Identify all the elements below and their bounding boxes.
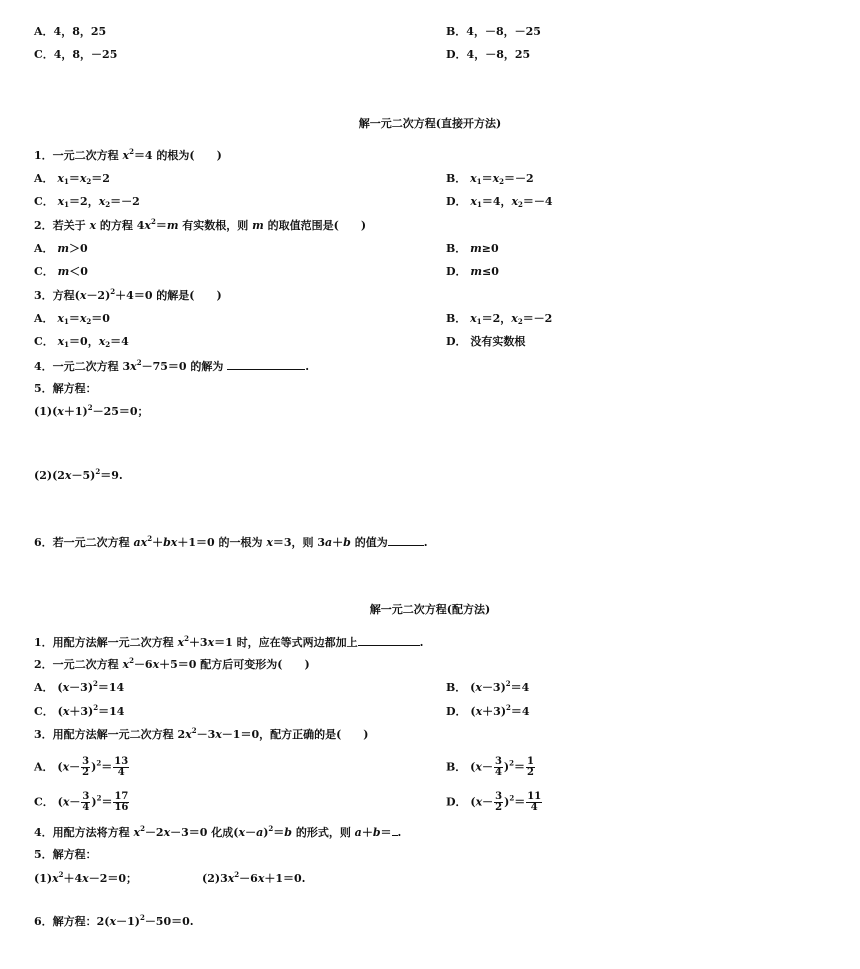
option-b: B． (x－ $\frac{3}{4}$ )$^2$＝ $\frac{1}{2}$ — [446, 756, 534, 778]
fraction: $\frac{3}{4}$ — [494, 756, 502, 778]
question-6: 6．若一元二次方程 $ax^2+bx+1=0$ 的一根为 x＝3，则 3a＋b 的值为 . — [34, 534, 428, 549]
option-d: D． $(x+3)^2=4$ — [446, 703, 530, 718]
fraction: $\frac{1}{2}$ — [527, 756, 534, 778]
question-5-part-1: $(1)(x+1)^2-25=0$； — [34, 403, 149, 418]
option-d: D． $x_1=4$，$x_2=-4$ — [446, 195, 553, 209]
option-b: B． $(x-3)^2=4$ — [446, 679, 530, 694]
option-b: B． m≥0 — [446, 242, 499, 255]
answer-blank[interactable] — [227, 359, 305, 370]
question-5-part-2: $(2)3x^2-6x+1=0$. — [202, 870, 306, 885]
question-3: 3．用配方法解一元二次方程 $2x^2-3x-1=0$，配方正确的是( ) — [34, 726, 369, 741]
option-b: B． $x_1=x_2=-2$ — [446, 172, 534, 186]
fraction: $\frac{3}{4}$ — [82, 791, 90, 813]
fraction: $\frac{17}{16}$ — [114, 791, 129, 813]
question-3: 3．方程$(x-2)^2+4=0$ 的解是( ) — [34, 287, 222, 302]
option-b: B． $x_1=2$，$x_2=-2$ — [446, 312, 553, 326]
option-d: D． (x－ $\frac{3}{2}$ )$^2$＝ $\frac{11}{4}$ — [446, 791, 542, 813]
option-a: A． $x_1=x_2=2$ — [34, 172, 110, 186]
question-2: 2．若关于 x 的方程 $4x^2=m$ 有实数根，则 m 的取值范围是( ) — [34, 217, 367, 232]
option-b: B．4，－8，－25 — [446, 25, 541, 38]
option-a: A．4，8，25 — [34, 25, 107, 38]
question-1: 1．用配方法解一元二次方程 $x^2+3x=1$ 时，应在等式两边都加上 . — [34, 634, 424, 649]
fraction: $\frac{3}{2}$ — [495, 791, 503, 813]
fraction: $\frac{3}{2}$ — [82, 756, 90, 778]
answer-blank[interactable] — [388, 535, 424, 546]
question-5: 5．解方程： — [34, 848, 97, 861]
option-a: A． (x－ $\frac{3}{2}$ )$^2$＝ $\frac{13}{4}$ — [34, 756, 129, 778]
option-c: C．4，8，－25 — [34, 48, 118, 61]
question-4: 4．用配方法将方程 $x^2-2x-3=0$ 化成$(x-a)^2=b$ 的形式，则 a＋b＝ . — [34, 824, 402, 839]
fraction: $\frac{11}{4}$ — [527, 791, 542, 813]
option-c: C． (x－ $\frac{3}{4}$ )$^2$＝ $\frac{17}{16}$ — [34, 791, 129, 813]
option-d: D． m≤0 — [446, 265, 499, 278]
option-c: C． $(x+3)^2=14$ — [34, 703, 125, 718]
question-4: 4．一元二次方程 $3x^2-75=0$ 的解为 . — [34, 358, 310, 373]
fraction: $\frac{13}{4}$ — [114, 756, 129, 778]
section-title-direct-root: 解一元二次方程(直接开方法) — [358, 117, 502, 130]
option-c: C． m＜0 — [34, 265, 88, 278]
answer-blank[interactable] — [358, 635, 420, 646]
question-6: 6．解方程：$2(x-1)^2-50=0$. — [34, 913, 194, 928]
option-d: D． 没有实数根 — [446, 335, 526, 348]
option-c: C． $x_1=2$，$x_2=-2$ — [34, 195, 140, 209]
option-d: D．4，－8，25 — [446, 48, 531, 61]
section-title-completing-square: 解一元二次方程(配方法) — [369, 603, 491, 616]
question-5-part-2: $(2)(2x-5)^2=9$. — [34, 467, 123, 482]
option-a: A． m＞0 — [34, 242, 88, 255]
question-2: 2．一元二次方程 $x^2-6x+5=0$ 配方后可变形为( ) — [34, 656, 310, 671]
option-a: A． $(x-3)^2=14$ — [34, 679, 125, 694]
question-5-part-1: $(1)x^2+4x-2=0$； — [34, 870, 138, 885]
question-1: 1．一元二次方程 $x^2=4$ 的根为( ) — [34, 147, 222, 162]
option-c: C． $x_1=0$，$x_2=4$ — [34, 335, 129, 349]
question-5: 5．解方程： — [34, 382, 97, 395]
option-a: A． $x_1=x_2=0$ — [34, 312, 110, 326]
